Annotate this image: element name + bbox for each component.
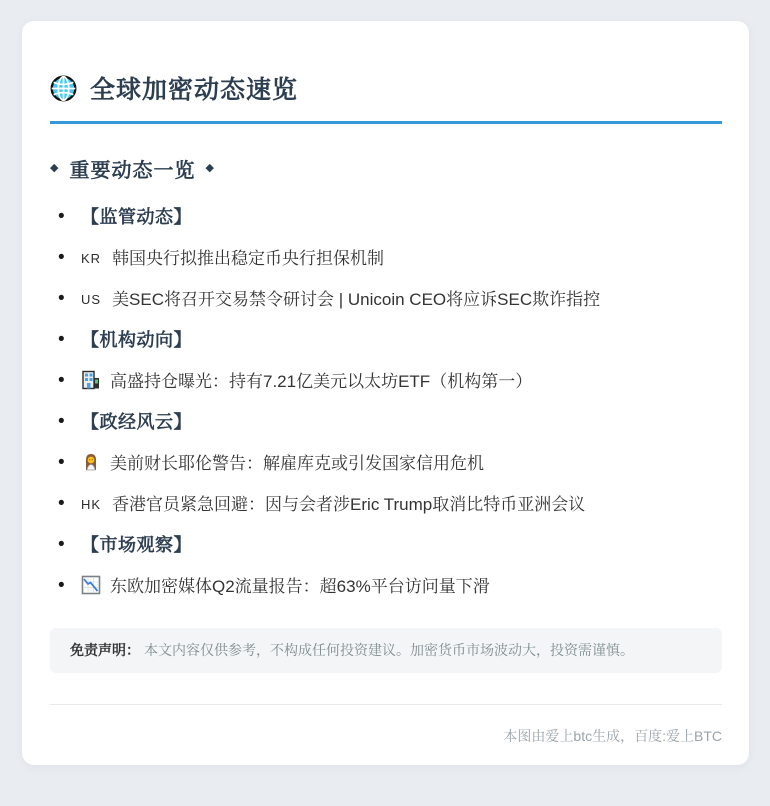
news-text: 美SEC将召开交易禁令研讨会 | Unicoin CEO将应诉SEC欺诈指控 — [112, 290, 601, 309]
disclaimer-label: 免责声明： — [70, 642, 140, 658]
disclaimer-box — [50, 628, 722, 673]
office-building-icon — [81, 370, 101, 390]
news-text: 高盛持仓曝光：持有7.21亿美元以太坊ETF（机构第一） — [110, 372, 533, 391]
list-item — [58, 575, 722, 598]
page-title-text: 全球加密动态速览 — [90, 76, 299, 104]
page-title — [50, 61, 722, 124]
list-item-category — [58, 411, 722, 434]
category-label: 【机构动向】 — [81, 330, 192, 350]
globe-icon — [50, 75, 77, 102]
footer — [50, 704, 722, 746]
diamond-icon: ◆ — [205, 162, 215, 174]
country-code-hk: HK — [81, 497, 102, 512]
list-item-category — [58, 206, 722, 229]
woman-icon — [81, 452, 101, 472]
category-label: 【政经风云】 — [81, 412, 192, 432]
category-label: 【监管动态】 — [81, 207, 192, 227]
news-card — [22, 21, 749, 765]
section-heading — [50, 154, 722, 183]
chart-decreasing-icon — [81, 575, 101, 595]
diamond-icon: ◆ — [50, 162, 60, 174]
news-text: 美前财长耶伦警告：解雇库克或引发国家信用危机 — [110, 454, 484, 473]
category-label: 【市场观察】 — [81, 535, 192, 555]
country-code-us: US — [81, 292, 102, 307]
disclaimer-text: 本文内容仅供参考，不构成任何投资建议。加密货币市场波动大，投资需谨慎。 — [144, 642, 634, 658]
news-text: 韩国央行拟推出稳定币央行担保机制 — [112, 249, 385, 268]
news-text: 东欧加密媒体Q2流量报告：超63%平台访问量下滑 — [110, 577, 490, 596]
list-item — [58, 247, 722, 270]
list-item — [58, 288, 722, 311]
list-item-category — [58, 329, 722, 352]
news-list — [50, 206, 722, 598]
list-item — [58, 370, 722, 393]
list-item — [58, 493, 722, 516]
section-heading-text: 重要动态一览 — [69, 160, 196, 182]
list-item — [58, 452, 722, 475]
list-item-category — [58, 534, 722, 557]
country-code-kr: KR — [81, 251, 102, 266]
footer-text: 本图由爱上btc生成，百度:爱上BTC — [503, 728, 722, 744]
news-text: 香港官员紧急回避：因与会者涉Eric Trump取消比特币亚洲会议 — [112, 495, 586, 514]
